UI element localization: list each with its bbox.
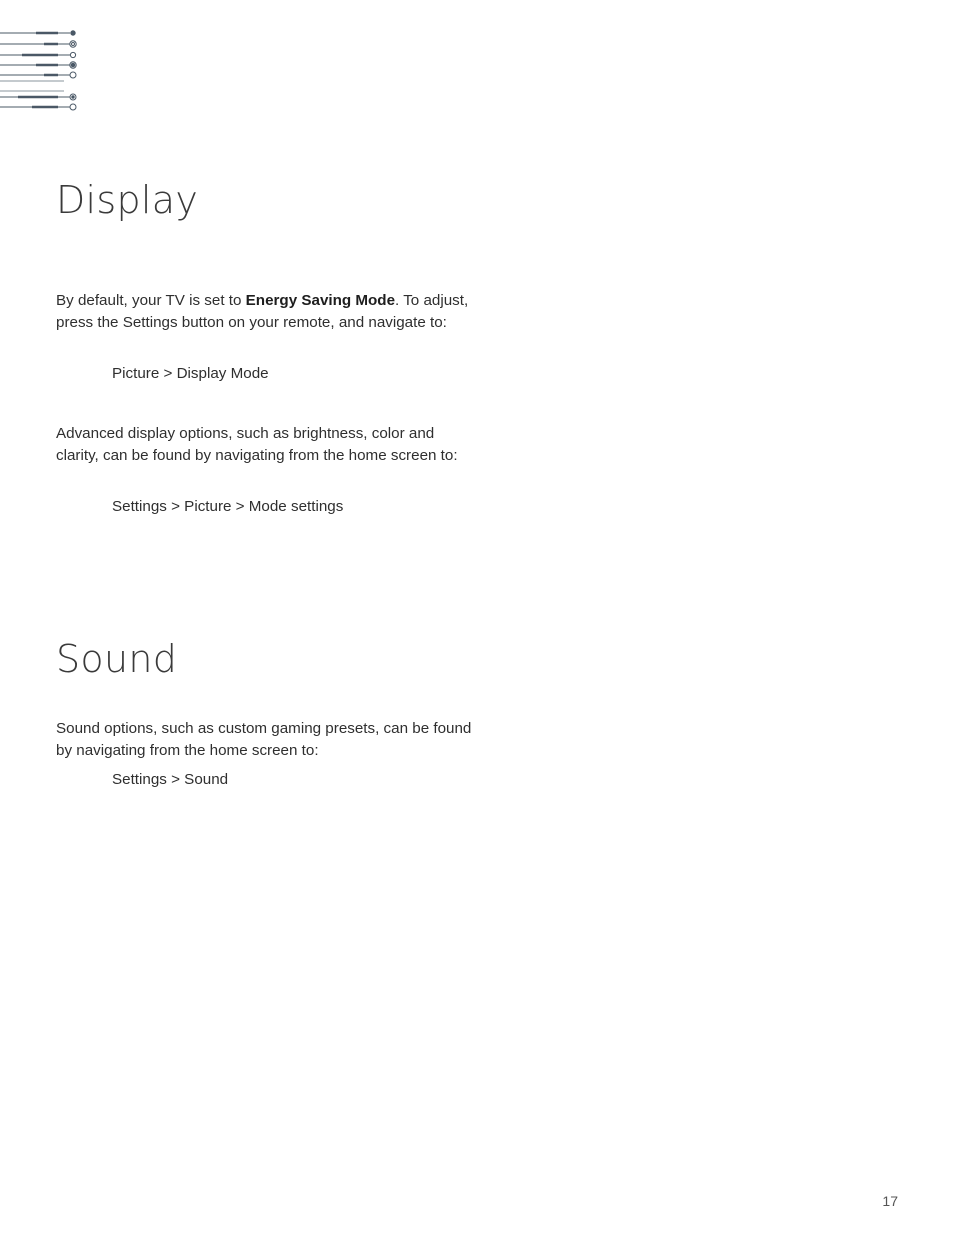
sound-heading: Sound [56,637,178,681]
sound-nav-path: Settings > Sound [112,771,229,788]
advanced-display-paragraph: Advanced display options, such as brightness, color and clarity, can be found by navigating from the home screen to: [56,425,458,464]
energy-saving-mode-label: Energy Saving Mode [245,292,396,309]
page-number: 17 [882,1193,898,1209]
display-heading: Display [56,178,199,222]
display-default-mode-paragraph [56,290,476,334]
display-para1-text-end: . To adjust, press the Settings button on your remote, and navigate to: [56,292,469,331]
display-para1-text-start: By default, your TV is set to [56,292,246,309]
display-mode-nav-path: Picture > Display Mode [112,365,269,382]
sound-options-paragraph: Sound options, such as custom gaming presets, can be found by navigating from the home screen to: [56,720,472,759]
corner-decoration-graphic [0,28,80,114]
mode-settings-nav-path: Settings > Picture > Mode settings [112,498,344,515]
